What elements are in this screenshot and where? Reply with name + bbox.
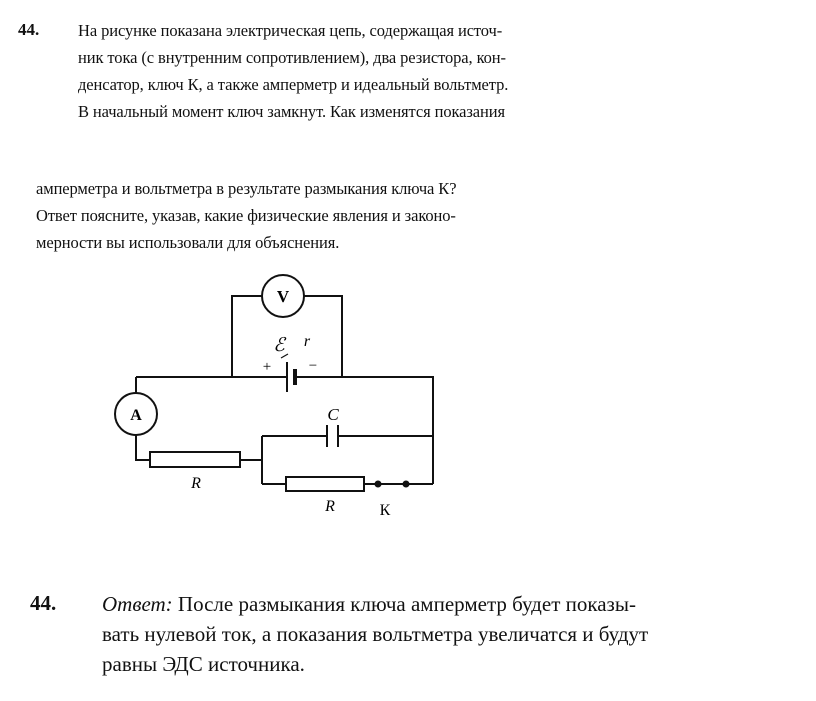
plus-sign: + bbox=[262, 359, 272, 375]
answer-line-2: вать нулевой ток, а показания вольтметра увеличатся и будут bbox=[102, 622, 649, 646]
problem-number: 44. bbox=[18, 20, 40, 39]
key-contact-right bbox=[403, 481, 410, 488]
voltmeter-label: V bbox=[276, 287, 290, 306]
emf-label: ℰ bbox=[273, 335, 285, 356]
answer-line-1-text: После размыкания ключа амперметр будет показы- bbox=[177, 592, 636, 616]
capacitor-label: C bbox=[327, 405, 339, 424]
answer-label: Ответ: bbox=[102, 592, 173, 616]
problem-line-7: мерности вы использовали для объяснения. bbox=[36, 233, 340, 252]
wire-left-lower bbox=[136, 435, 150, 460]
wire-top-right bbox=[296, 377, 433, 484]
internal-resistance-label: r bbox=[303, 333, 311, 350]
resistor-right-label: R bbox=[325, 498, 335, 515]
problem-line-6: Ответ поясните, указав, какие физические явления и законо- bbox=[36, 206, 456, 225]
answer-number: 44. bbox=[30, 591, 57, 615]
answer-line-3: равны ЭДС источника. bbox=[102, 652, 305, 676]
answer-line-1 bbox=[102, 589, 636, 620]
minus-sign: − bbox=[308, 358, 318, 374]
resistor-left bbox=[150, 452, 240, 467]
problem-line-1: На рисунке показана электрическая цепь, содержащая источ- bbox=[78, 21, 503, 40]
problem-line-3: денсатор, ключ К, а также амперметр и идеальный вольтметр. bbox=[78, 75, 509, 94]
problem-line-4: В начальный момент ключ замкнут. Как изменятся показания bbox=[78, 102, 505, 121]
key-label: К bbox=[379, 502, 391, 519]
resistor-right bbox=[286, 477, 364, 491]
problem-line-5: амперметра и вольтметра в результате размыкания ключа К? bbox=[36, 179, 457, 198]
key-contact-left bbox=[375, 481, 382, 488]
problem-line-2: ник тока (с внутренним сопротивлением), два резистора, кон- bbox=[78, 48, 506, 67]
resistor-left-label: R bbox=[191, 475, 201, 492]
wire-voltmeter-left bbox=[232, 296, 262, 377]
ammeter-label: A bbox=[130, 407, 142, 424]
